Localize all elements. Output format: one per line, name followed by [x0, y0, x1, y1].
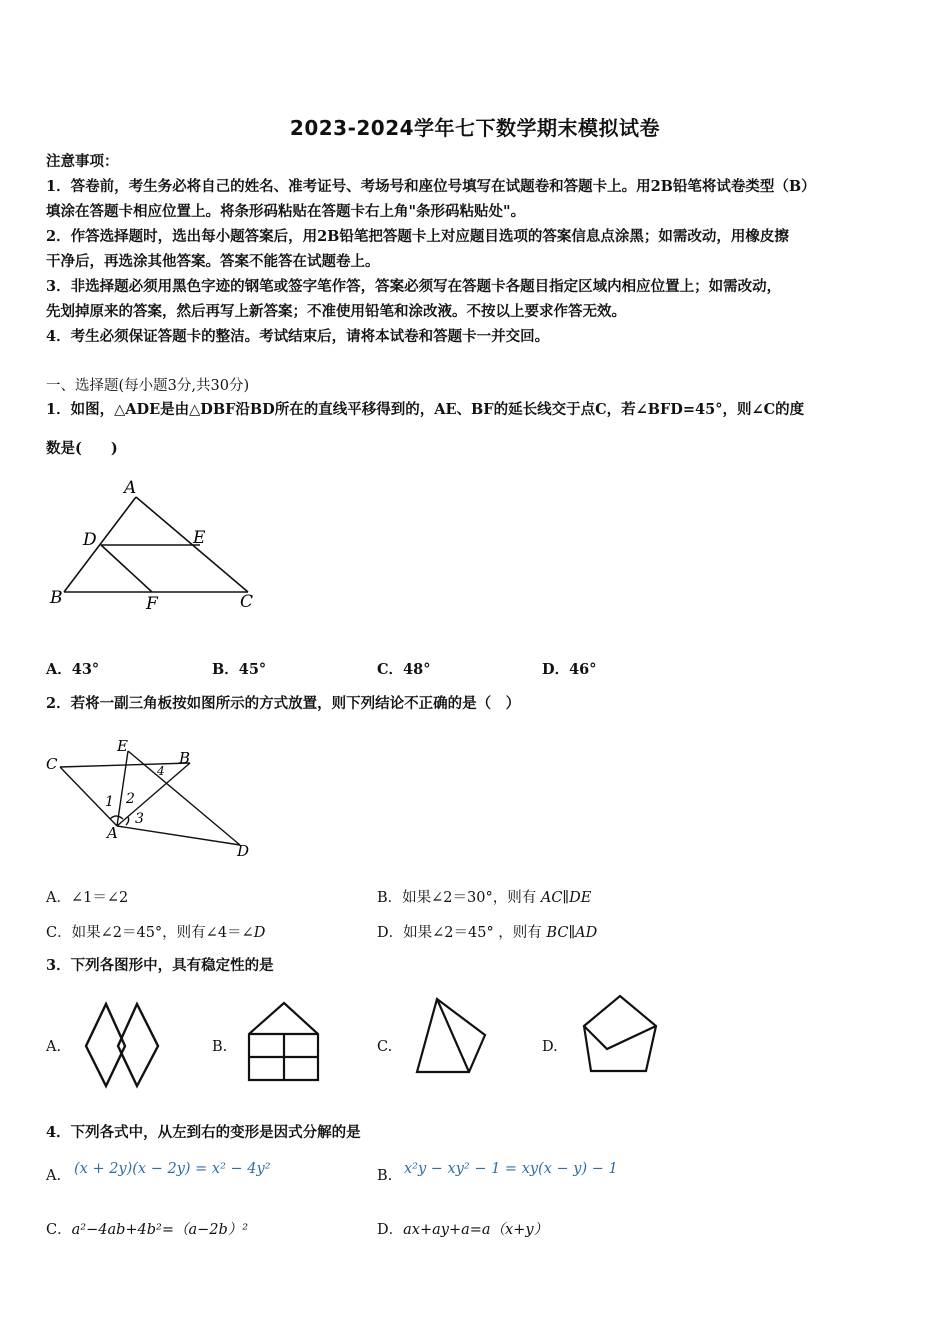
q2-text: 2．若将一副三角板按如图所示的方式放置，则下列结论不正确的是（ ）	[46, 695, 521, 712]
q3-option-c-label[interactable]: C.	[377, 1039, 393, 1055]
notice-line-4: 干净后，再选涂其他答案。答案不能答在试题卷上。	[46, 253, 380, 270]
q4-option-d-expr: ax+ay+a=a（x+y）	[403, 1222, 549, 1238]
q4-option-d-label: D．	[377, 1222, 404, 1238]
q2-option-c[interactable]	[46, 921, 265, 942]
q3-option-c-figure[interactable]	[413, 995, 491, 1077]
q4-text: 4．下列各式中，从左到右的变形是因式分解的是	[46, 1124, 361, 1141]
page-title: 2023-2024学年七下数学期末模拟试卷	[289, 116, 661, 140]
q2-option-b-math: AC∥DE	[540, 890, 592, 906]
notice-line-7: 4．考生必须保证答题卡的整洁。考试结束后，请将本试卷和答题卡一并交回。	[46, 328, 550, 345]
q3-text: 3．下列各图形中，具有稳定性的是	[46, 957, 274, 974]
q4-option-a-label: A.	[46, 1168, 62, 1184]
q4-option-c-label: C．	[46, 1222, 72, 1238]
q2-label-d: D	[237, 842, 250, 860]
q1-label-d: D	[83, 530, 97, 550]
notice-line-2: 填涂在答题卡相应位置上。将条形码粘贴在答题卡右上角"条形码粘贴处"。	[46, 203, 526, 220]
q3-option-b-label[interactable]: B.	[212, 1039, 228, 1055]
q2-option-d-text: D．如果∠2＝45° ，则有	[377, 925, 542, 941]
q2-option-d-math: BC∥AD	[546, 925, 598, 941]
q4-option-b-label: B.	[377, 1168, 393, 1184]
q2-option-a-text: A．∠1＝∠2	[46, 890, 129, 906]
q4-option-a-expr: (x + 2y)(x − 2y) = x² − 4y²	[74, 1161, 271, 1177]
q4-option-b-expr: x²y − xy² − 1 = xy(x − y) − 1	[404, 1161, 618, 1177]
q4-option-a[interactable]	[46, 1168, 61, 1184]
q1-label-a: A	[124, 478, 137, 498]
q2-option-c-text: C．如果∠2＝45°，则有∠4＝∠	[46, 925, 254, 941]
q3-option-a-figure[interactable]	[82, 1000, 164, 1092]
q1-text-line-2: 数是( )	[46, 440, 118, 457]
q2-label-a: A	[107, 824, 118, 842]
q2-label-b: B	[179, 749, 191, 767]
q2-angle-2: 2	[126, 791, 135, 807]
q1-label-f: F	[146, 594, 158, 614]
q2-angle-4: 4	[157, 764, 165, 778]
q2-angle-1: 1	[105, 794, 114, 810]
q1-option-a[interactable]: A．43°	[46, 661, 100, 678]
q1-option-b[interactable]: B．45°	[212, 661, 267, 678]
q4-option-c-expr: a²−4ab+4b²=（a−2b）²	[71, 1222, 249, 1238]
q2-figure	[40, 733, 265, 863]
q1-text-line-1: 1．如图，△ADE是由△DBF沿BD所在的直线平移得到的，AE、BF的延长线交于点C，若∠BFD=45°，则∠C的度	[46, 401, 805, 418]
q1-label-c: C	[240, 592, 254, 612]
q1-option-c[interactable]: C．48°	[377, 661, 431, 678]
q2-option-b-text: B．如果∠2＝30°，则有	[377, 890, 537, 906]
notice-heading: 注意事项：	[46, 153, 119, 170]
q4-option-c[interactable]	[46, 1218, 248, 1239]
q1-label-e: E	[193, 528, 206, 548]
notice-line-1: 1．答卷前，考生务必将自己的姓名、准考证号、考场号和座位号填写在试题卷和答题卡上。用2B铅笔将试卷类型（B）	[46, 178, 816, 195]
q1-option-d[interactable]: D．46°	[542, 661, 597, 678]
notice-line-5: 3．非选择题必须用黑色字迹的钢笔或签字笔作答，答案必须写在答题卡各题目指定区域内相应位置上；如需改动，	[46, 278, 782, 295]
q2-option-c-math: D	[253, 925, 266, 941]
q2-option-a[interactable]	[46, 886, 128, 907]
notice-line-3: 2．作答选择题时，选出每小题答案后，用2B铅笔把答题卡上对应题目选项的答案信息点涂黑；如需改动，用橡皮擦	[46, 228, 789, 245]
q2-label-e: E	[117, 737, 128, 755]
q3-option-a-label[interactable]: A.	[46, 1039, 62, 1055]
q1-label-b: B	[50, 588, 63, 608]
q2-angle-3: 3	[135, 811, 144, 827]
q3-option-d-label[interactable]: D.	[542, 1039, 558, 1055]
q1-figure	[40, 475, 280, 615]
section-heading: 一、选择题(每小题3分,共30分)	[46, 378, 250, 394]
notice-line-6: 先划掉原来的答案，然后再写上新答案；不准使用铅笔和涂改液。不按以上要求作答无效。	[46, 303, 626, 320]
q4-option-d[interactable]	[377, 1218, 548, 1239]
q2-option-d[interactable]	[377, 921, 597, 942]
q3-option-d-figure[interactable]	[580, 993, 660, 1075]
q3-option-b-figure[interactable]	[246, 1000, 322, 1084]
q4-option-b[interactable]	[377, 1168, 392, 1184]
q2-option-b[interactable]	[377, 886, 591, 907]
q2-label-c: C	[46, 755, 58, 773]
